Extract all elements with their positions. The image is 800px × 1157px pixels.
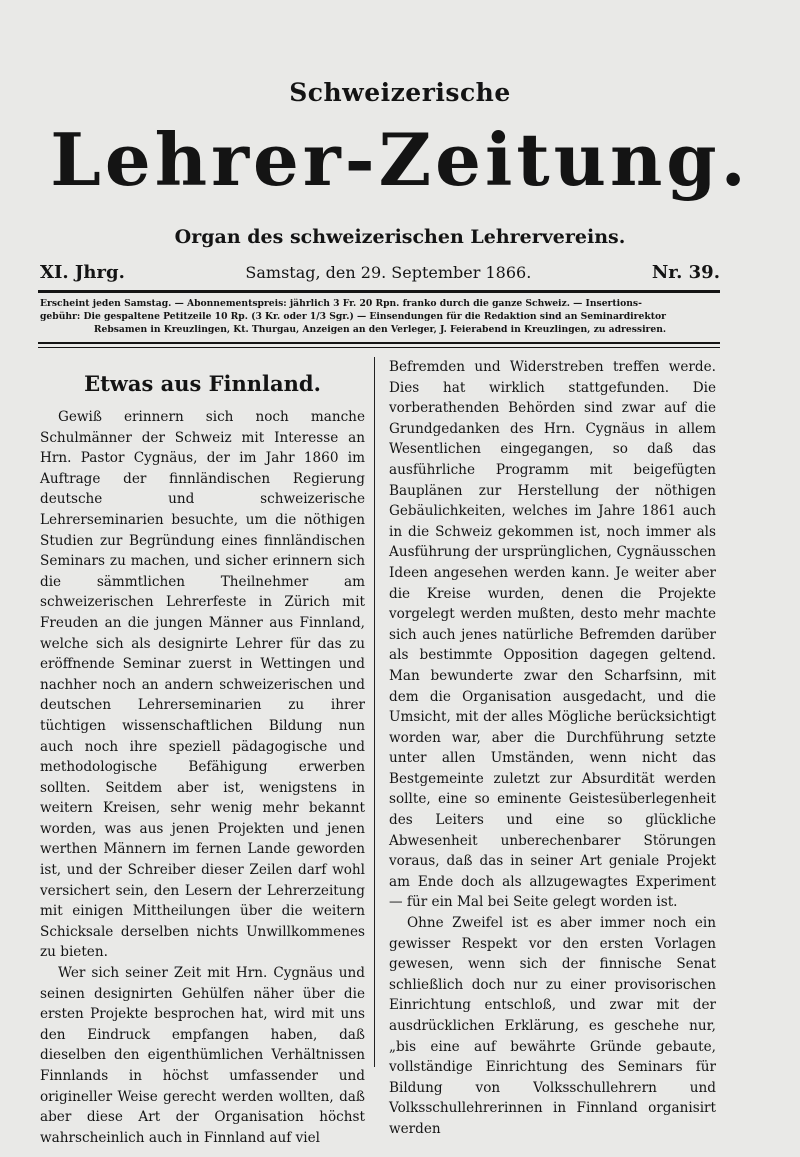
header-rule-top xyxy=(38,290,720,293)
issue-info-line xyxy=(40,262,720,288)
notice-line: Erscheint jeden Samstag. — Abonnementspreis: jährlich 3 Fr. 20 Rpn. franko durch die ganze Schweiz. — Insertions- xyxy=(40,298,642,309)
column-divider xyxy=(374,357,375,1067)
article-column-left xyxy=(40,357,365,1148)
masthead-small-title: Schweizerische xyxy=(289,78,511,107)
issue-date: Samstag, den 29. September 1866. xyxy=(245,263,532,282)
issue-number: Nr. 39. xyxy=(651,262,720,283)
article-column-right xyxy=(389,357,716,1140)
subscription-notice xyxy=(40,297,720,335)
article-paragraph: Ohne Zweifel ist es aber immer noch ein gewisser Respekt vor den ersten Vorlagen gewesen, wenn sich der finnische Senat schließlich doch nur zu einer provisorischen Einrichtung entschloß, und zwar mit der ausdrücklichen Erklärung, es geschehe nur, „bis eine auf bewährte Gründe gebaute, vollständige Einrichtung des Seminars für Bildung von Volksschullehrern und Volksschullehrerinnen in Finnland organisirt werden xyxy=(389,915,716,1137)
notice-line: gebühr: Die gespaltene Petitzeile 10 Rp. (3 Kr. oder 1/3 Sgr.) — Einsendungen für die Redaktion sind an Seminardirektor xyxy=(40,311,666,322)
header-rule-bottom-1 xyxy=(38,342,720,344)
volume-label: XI. Jhrg. xyxy=(40,262,125,283)
article-paragraph: Gewiß erinnern sich noch manche Schulmänner der Schweiz mit Interesse an Hrn. Pastor Cygnäus, der im Jahr 1860 im Auftrage der finnländischen Regierung deutsche und schweizerische Lehrerseminarien besuchte, um die nöthigen Studien zur Begründung eines finnländischen Seminars zu machen, und sicher erinnern sich die sämmtlichen Theilnehmer am schweizerischen Lehrerfeste in Zürich mit Freuden an die jungen Männer aus Finnland, welche sich als designirte Lehrer für das zu eröffnende Seminar zuerst in Wettingen und nachher noch an andern schweizerischen und deutschen Lehrerseminarien zu ihrer tüchtigen wissenschaftlichen Bildung nun auch noch ihre speziell pädagogische und methodologische Befähigung erwerben sollten. Seitdem aber ist, wenigstens in weitern Kreisen, sehr wenig mehr bekannt worden, was aus jenen Projekten und jenen werthen Männern im fernen Lande geworden ist, und der Schreiber dieser Zeilen darf wohl versichert sein, den Lesern der Lehrerzeitung mit einigen Mittheilungen über die weitern Schicksale derselben nichts Unwillkommenes zu bieten. xyxy=(40,409,365,961)
masthead-subtitle: Organ des schweizerischen Lehrervereins. xyxy=(174,226,626,248)
article-paragraph: Befremden und Widerstreben treffen werde. Dies hat wirklich stattgefunden. Die vorberathenden Behörden sind zwar auf die Grundgedanken des Hrn. Cygnäus in allem Wesentlichen eingegangen, so daß das ausführliche Programm mit beigefügten Bauplänen zur Herstellung der nöthigen Gebäulichkeiten, welches im Jahre 1861 auch in die Schweiz gekommen ist, noch immer als Ausführung der ursprünglichen, Cygnäusschen Ideen angesehen werden kann. Je weiter aber die Kreise wurden, denen die Projekte vorgelegt werden mußten, desto mehr machte sich auch jenes natürliche Befremden darüber als bestimmte Opposition dagegen geltend. Man bewunderte zwar den Scharfsinn, mit dem die Organisation ausgedacht, und die Umsicht, mit der alles Mögliche berücksichtigt worden war, aber die Durchführung setzte unter allen Umständen, wenn nicht das Bestgemeinte zuletzt zur Absurdität werden sollte, eine so eminente Geistesüberlegenheit des Leiters und eine so glückliche Abwesenheit unberechenbarer Störungen voraus, daß das in seiner Art geniale Projekt am Ende doch als allzugewagtes Experiment — für ein Mal bei Seite gelegt worden ist. xyxy=(389,359,716,911)
masthead-title: Lehrer-Zeitung. xyxy=(50,117,750,202)
header-rule-bottom-2 xyxy=(38,347,720,348)
article-paragraph: Wer sich seiner Zeit mit Hrn. Cygnäus und seinen designirten Gehülfen näher über die ersten Projekte besprochen hat, wird mit uns den Eindruck empfangen haben, daß dieselben den eigenthümlichen Verhältnissen Finnlands in höchst umfassender und origineller Weise gerecht werden wollten, daß aber diese Art der Organisation höchst wahrscheinlich auch in Finnland auf viel xyxy=(40,965,365,1146)
article-title: Etwas aus Finnland. xyxy=(84,371,321,396)
notice-line: Rebsamen in Kreuzlingen, Kt. Thurgau, Anzeigen an den Verleger, J. Feierabend in Kreuzlingen, zu adressiren. xyxy=(93,324,667,335)
